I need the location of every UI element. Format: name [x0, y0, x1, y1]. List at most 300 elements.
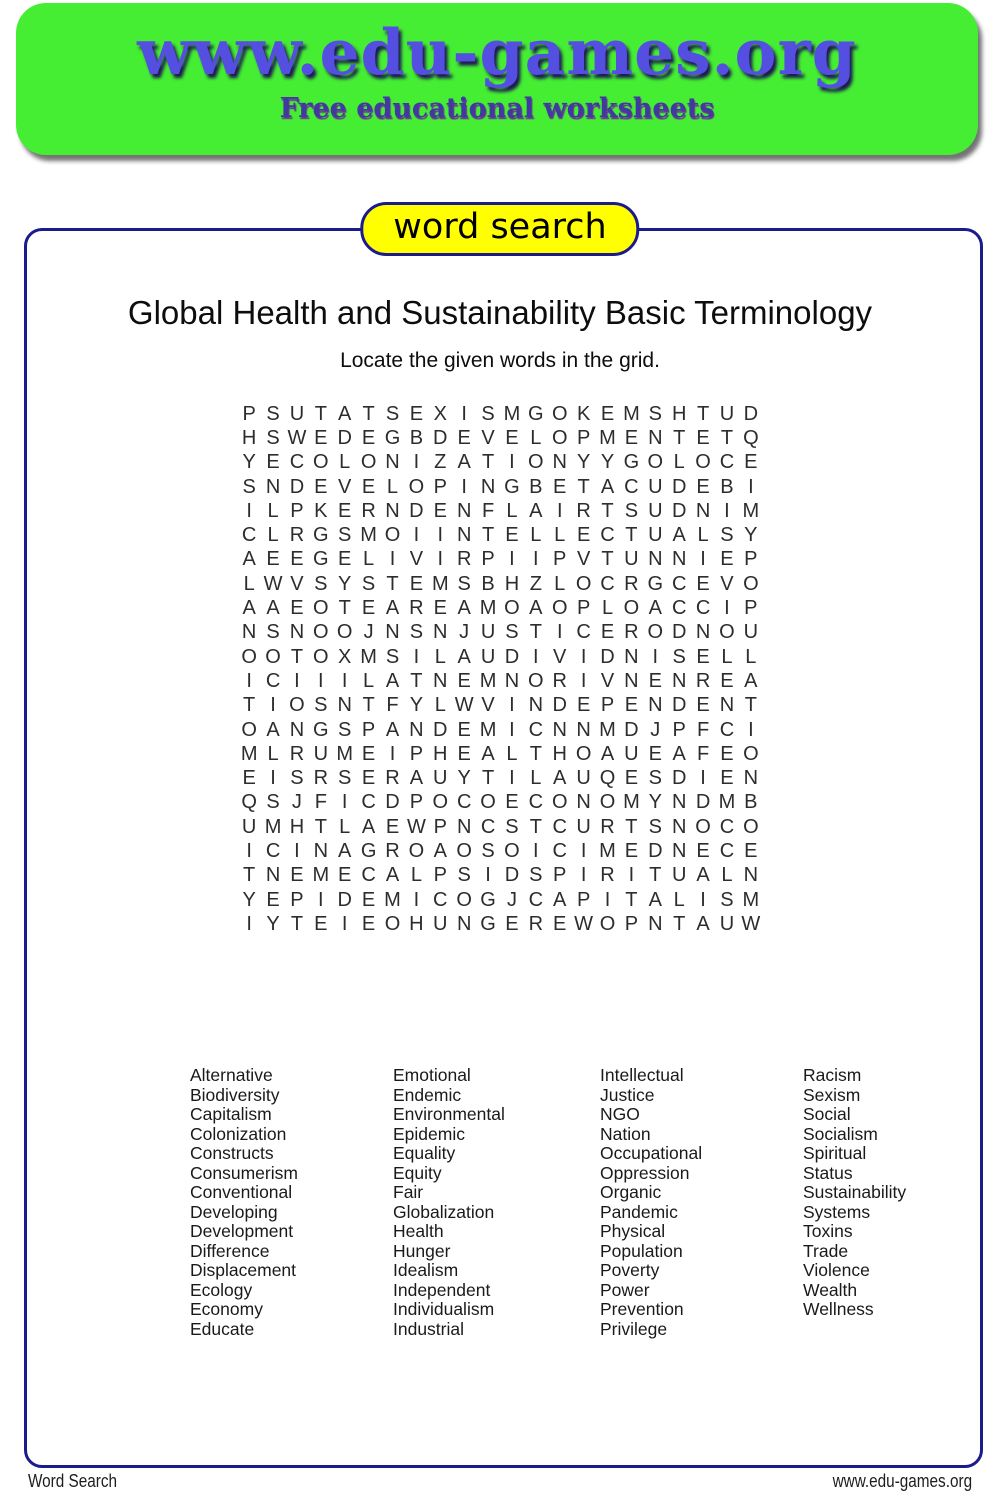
grid-letter: E: [433, 499, 447, 522]
grid-letter: D: [504, 645, 520, 668]
grid-letter: W: [574, 912, 594, 935]
grid-letter: B: [409, 426, 424, 449]
grid-letter: R: [385, 839, 400, 862]
grid-letter: O: [647, 621, 664, 644]
grid-letter: U: [576, 767, 591, 790]
grid-letter: I: [580, 864, 587, 887]
word-item: Wellness: [803, 1299, 874, 1319]
grid-letter: E: [409, 402, 424, 425]
grid-letter: T: [338, 597, 351, 620]
grid-letter: M: [264, 815, 282, 838]
grid-letter: O: [504, 597, 520, 620]
grid-letter: N: [624, 645, 639, 668]
grid-letter: A: [385, 597, 400, 620]
grid-letter: S: [409, 621, 424, 644]
grid-letter: L: [530, 767, 542, 790]
grid-letter: V: [481, 426, 495, 449]
grid-letter: T: [625, 888, 638, 911]
grid-letter: R: [313, 767, 329, 790]
grid-letter: B: [720, 475, 734, 498]
grid-letter: B: [744, 791, 758, 814]
grid-letter: O: [719, 621, 735, 644]
word-item: Toxins: [803, 1221, 853, 1241]
grid-letter: I: [461, 402, 467, 425]
grid-letter: S: [720, 888, 734, 911]
grid-letter: Q: [599, 767, 616, 790]
grid-letter: C: [624, 475, 639, 498]
grid-letter: P: [576, 426, 591, 449]
grid-letter: Z: [529, 572, 542, 595]
grid-letter: C: [600, 524, 615, 547]
grid-letter: A: [529, 499, 543, 522]
grid-letter: I: [389, 742, 396, 765]
grid-letter: N: [433, 669, 448, 692]
grid-letter: T: [529, 815, 542, 838]
grid-letter: E: [505, 791, 519, 814]
grid-letter: U: [241, 815, 257, 838]
grid-letter: T: [386, 572, 399, 595]
grid-letter: Y: [266, 912, 280, 935]
grid-letter: U: [648, 475, 663, 498]
grid-letter: T: [314, 815, 327, 838]
grid-letter: N: [289, 621, 305, 644]
grid-letter: D: [289, 475, 305, 498]
grid-letter: S: [457, 572, 471, 595]
grid-letter: L: [267, 524, 279, 547]
grid-letter: U: [648, 524, 663, 547]
grid-letter: L: [386, 475, 399, 498]
grid-letter: E: [338, 499, 352, 522]
grid-letter: M: [479, 669, 497, 692]
grid-letter: O: [360, 451, 377, 474]
word-item: Trade: [803, 1240, 849, 1261]
grid-letter: O: [313, 621, 329, 644]
grid-letter: O: [336, 621, 353, 644]
grid-letter: D: [671, 621, 687, 644]
word-item: Physical: [600, 1221, 666, 1241]
grid-letter: H: [504, 572, 520, 595]
grid-letter: I: [270, 694, 276, 717]
grid-letter: M: [336, 742, 354, 765]
word-item: Individualism: [393, 1299, 495, 1319]
worksheet-type-badge: word search: [360, 202, 639, 256]
grid-letter: P: [290, 499, 304, 522]
grid-letter: S: [266, 621, 280, 644]
grid-letter: P: [576, 597, 591, 620]
grid-letter: D: [433, 426, 448, 449]
grid-letter: T: [649, 864, 662, 887]
grid-letter: E: [433, 597, 447, 620]
grid-letter: I: [318, 888, 324, 911]
grid-letter: C: [671, 572, 687, 595]
grid-letter: P: [553, 864, 567, 887]
grid-letter: O: [313, 645, 329, 668]
grid-letter: N: [648, 694, 663, 717]
grid-letter: L: [267, 742, 279, 765]
grid-letter: E: [576, 694, 591, 717]
grid-letter: M: [360, 645, 377, 668]
word-item: Pandemic: [600, 1201, 678, 1222]
grid-letter: G: [384, 426, 401, 449]
grid-letter: N: [265, 864, 281, 887]
grid-letter: S: [648, 815, 662, 838]
grid-letter: I: [700, 767, 706, 790]
word-item: Justice: [600, 1084, 655, 1105]
grid-letter: N: [265, 475, 281, 498]
grid-letter: I: [389, 548, 396, 571]
grid-letter: O: [575, 742, 592, 765]
grid-letter: I: [437, 524, 444, 547]
word-item: Consumerism: [190, 1162, 298, 1183]
grid-letter: I: [270, 767, 276, 790]
grid-letter: E: [290, 864, 304, 887]
grid-letter: R: [528, 912, 544, 935]
grid-letter: I: [628, 864, 635, 887]
grid-letter: Y: [600, 451, 615, 474]
grid-letter: U: [433, 912, 448, 935]
grid-letter: D: [385, 791, 400, 814]
grid-letter: F: [314, 791, 327, 814]
grid-letter: M: [599, 426, 616, 449]
footer-worksheet-type: Word Search: [28, 1471, 118, 1491]
grid-letter: R: [409, 597, 424, 620]
word-item: Capitalism: [190, 1104, 272, 1124]
grid-letter: A: [481, 742, 495, 765]
grid-letter: O: [599, 912, 616, 935]
grid-letter: M: [240, 742, 258, 765]
grid-letter: E: [505, 426, 519, 449]
grid-letter: V: [409, 548, 424, 571]
grid-letter: I: [509, 767, 515, 790]
grid-letter: H: [241, 426, 257, 449]
grid-letter: S: [481, 402, 495, 425]
grid-letter: I: [724, 597, 730, 620]
word-item: Sustainability: [803, 1182, 907, 1202]
grid-letter: Y: [457, 767, 471, 790]
grid-letter: T: [290, 912, 304, 935]
grid-letter: I: [318, 669, 324, 692]
grid-letter: T: [720, 426, 734, 449]
grid-letter: N: [337, 694, 352, 717]
grid-letter: E: [600, 402, 615, 425]
grid-letter: M: [503, 402, 521, 425]
grid-letter: M: [431, 572, 449, 595]
grid-letter: C: [361, 864, 376, 887]
grid-letter: M: [623, 791, 640, 814]
word-item: Developing: [190, 1201, 278, 1222]
grid-letter: L: [410, 864, 422, 887]
word-item: Difference: [190, 1240, 270, 1261]
grid-letter: I: [246, 499, 252, 522]
grid-letter: L: [339, 815, 351, 838]
grid-letter: U: [671, 864, 687, 887]
grid-letter: D: [671, 499, 687, 522]
word-item: Alternative: [190, 1065, 273, 1085]
grid-letter: H: [671, 402, 687, 425]
grid-letter: S: [624, 499, 639, 522]
word-item: Displacement: [190, 1260, 297, 1280]
grid-letter: V: [553, 645, 567, 668]
grid-letter: I: [294, 839, 300, 862]
grid-letter: N: [552, 451, 567, 474]
grid-letter: C: [600, 572, 615, 595]
grid-letter: R: [552, 669, 567, 692]
grid-letter: D: [624, 718, 639, 741]
grid-letter: C: [552, 839, 567, 862]
grid-letter: D: [337, 426, 352, 449]
grid-letter: J: [650, 718, 661, 741]
grid-letter: E: [624, 767, 639, 790]
grid-letter: A: [672, 524, 686, 547]
grid-letter: J: [291, 791, 302, 814]
grid-letter: S: [505, 621, 519, 644]
grid-letter: A: [648, 597, 662, 620]
grid-letter: E: [314, 426, 328, 449]
grid-letter: U: [480, 645, 496, 668]
grid-letter: E: [314, 912, 328, 935]
grid-letter: L: [697, 524, 709, 547]
grid-letter: G: [528, 402, 544, 425]
grid-letter: I: [556, 621, 563, 644]
grid-letter: U: [743, 621, 759, 644]
grid-letter: E: [624, 694, 639, 717]
grid-letter: S: [266, 426, 280, 449]
grid-letter: E: [696, 694, 710, 717]
word-list-column-4: [803, 1066, 906, 1320]
grid-letter: N: [648, 426, 663, 449]
grid-letter: O: [432, 791, 449, 814]
grid-letter: L: [363, 669, 375, 692]
grid-letter: M: [479, 597, 497, 620]
grid-letter: S: [385, 645, 400, 668]
grid-letter: I: [341, 791, 348, 814]
grid-letter: Y: [576, 451, 591, 474]
grid-letter: N: [433, 621, 448, 644]
grid-letter: L: [363, 548, 375, 571]
grid-letter: E: [624, 426, 639, 449]
grid-letter: E: [720, 767, 734, 790]
word-item: Globalization: [393, 1201, 495, 1222]
grid-letter: G: [313, 548, 329, 571]
grid-letter: P: [481, 548, 495, 571]
grid-letter: E: [457, 669, 471, 692]
word-item: Oppression: [600, 1162, 690, 1183]
grid-letter: S: [672, 645, 686, 668]
grid-letter: E: [553, 912, 567, 935]
word-item: Development: [190, 1221, 294, 1241]
grid-letter: O: [743, 815, 759, 838]
grid-letter: A: [266, 718, 280, 741]
grid-letter: U: [624, 742, 639, 765]
grid-letter: A: [385, 864, 400, 887]
grid-letter: I: [509, 718, 515, 741]
grid-letter: R: [576, 499, 591, 522]
grid-letter: R: [456, 548, 472, 571]
word-item: Sexism: [803, 1084, 861, 1105]
grid-letter: E: [648, 742, 662, 765]
word-item: Biodiversity: [190, 1084, 280, 1105]
grid-letter: U: [289, 402, 305, 425]
grid-letter: O: [551, 597, 568, 620]
grid-letter: T: [529, 621, 542, 644]
grid-letter: I: [580, 645, 587, 668]
grid-letter: A: [648, 888, 662, 911]
grid-letter: A: [242, 597, 256, 620]
grid-letter: C: [456, 791, 472, 814]
grid-letter: N: [241, 621, 257, 644]
grid-letter: W: [287, 426, 307, 449]
grid-letter: X: [433, 402, 447, 425]
grid-letter: E: [505, 912, 519, 935]
grid-letter: P: [433, 815, 447, 838]
grid-letter: D: [409, 499, 424, 522]
grid-letter: T: [481, 767, 495, 790]
grid-letter: O: [456, 839, 472, 862]
grid-letter: M: [384, 888, 401, 911]
grid-letter: L: [339, 451, 351, 474]
grid-letter: G: [623, 451, 640, 474]
grid-letter: E: [361, 597, 376, 620]
grid-letter: O: [504, 839, 520, 862]
grid-letter: E: [290, 597, 304, 620]
grid-letter: E: [696, 839, 710, 862]
grid-letter: G: [480, 888, 496, 911]
grid-letter: H: [409, 912, 424, 935]
grid-letter: N: [289, 718, 305, 741]
grid-letter: E: [457, 742, 471, 765]
grid-letter: E: [290, 548, 304, 571]
grid-letter: N: [313, 839, 329, 862]
grid-letter: A: [672, 742, 686, 765]
grid-letter: I: [341, 669, 348, 692]
grid-letter: D: [600, 645, 615, 668]
grid-letter: L: [745, 645, 757, 668]
grid-letter: J: [363, 621, 374, 644]
grid-letter: I: [533, 645, 539, 668]
grid-letter: N: [480, 475, 496, 498]
grid-letter: E: [720, 669, 734, 692]
grid-letter: S: [648, 767, 662, 790]
grid-letter: D: [671, 767, 687, 790]
grid-letter: C: [265, 669, 281, 692]
grid-letter: P: [744, 548, 758, 571]
grid-letter: I: [652, 645, 659, 668]
grid-letter: V: [720, 572, 734, 595]
word-item: Wealth: [803, 1279, 858, 1300]
grid-letter: L: [434, 645, 446, 668]
grid-letter: E: [385, 815, 400, 838]
grid-letter: O: [551, 426, 568, 449]
grid-letter: E: [696, 645, 710, 668]
grid-letter: S: [314, 572, 328, 595]
footer-site-url: www.edu-games.org: [832, 1471, 972, 1491]
grid-letter: E: [457, 426, 471, 449]
grid-letter: M: [312, 864, 330, 887]
grid-letter: W: [406, 815, 426, 838]
grid-letter: G: [504, 475, 520, 498]
grid-letter: L: [554, 572, 566, 595]
grid-letter: I: [485, 864, 491, 887]
grid-letter: I: [509, 694, 515, 717]
grid-letter: H: [289, 815, 305, 838]
site-header-banner: [16, 3, 978, 155]
grid-letter: N: [719, 694, 735, 717]
word-item: Ecology: [190, 1279, 253, 1300]
grid-letter: N: [671, 791, 687, 814]
grid-letter: Q: [743, 426, 759, 449]
word-item: Nation: [600, 1123, 651, 1144]
grid-letter: R: [361, 499, 376, 522]
grid-letter: E: [648, 669, 662, 692]
grid-letter: D: [671, 475, 687, 498]
grid-letter: O: [265, 645, 281, 668]
grid-letter: O: [743, 742, 759, 765]
grid-letter: I: [246, 839, 252, 862]
grid-letter: N: [552, 718, 567, 741]
grid-letter: N: [743, 767, 759, 790]
grid-letter: C: [576, 621, 591, 644]
grid-letter: M: [599, 718, 616, 741]
grid-letter: S: [242, 475, 256, 498]
grid-letter: T: [314, 402, 327, 425]
grid-letter: E: [361, 888, 376, 911]
grid-letter: A: [696, 864, 710, 887]
grid-letter: A: [744, 669, 758, 692]
grid-letter: M: [718, 791, 736, 814]
grid-letter: N: [671, 548, 687, 571]
grid-letter: E: [409, 572, 424, 595]
grid-letter: E: [361, 426, 376, 449]
grid-letter: N: [385, 499, 400, 522]
grid-letter: L: [267, 499, 279, 522]
grid-letter: D: [695, 791, 711, 814]
grid-letter: P: [600, 694, 615, 717]
grid-letter: E: [361, 912, 376, 935]
word-item: Idealism: [393, 1260, 459, 1280]
grid-letter: E: [696, 572, 710, 595]
grid-letter: L: [243, 572, 255, 595]
word-item: Environmental: [393, 1104, 505, 1124]
grid-letter: C: [433, 888, 448, 911]
grid-letter: W: [263, 572, 283, 595]
grid-letter: T: [362, 402, 375, 425]
grid-letter: H: [433, 742, 448, 765]
grid-letter: D: [671, 694, 687, 717]
grid-letter: L: [673, 888, 685, 911]
word-item: Systems: [803, 1201, 871, 1222]
grid-letter: B: [529, 475, 543, 498]
word-item: Colonization: [190, 1123, 287, 1144]
grid-letter: N: [743, 864, 759, 887]
grid-letter: V: [576, 548, 591, 571]
grid-letter: S: [648, 402, 662, 425]
grid-letter: S: [290, 767, 304, 790]
grid-letter: M: [623, 402, 640, 425]
grid-letter: I: [413, 888, 420, 911]
grid-letter: T: [696, 402, 710, 425]
word-item: Power: [600, 1279, 650, 1300]
grid-letter: L: [721, 864, 733, 887]
grid-letter: T: [577, 475, 590, 498]
grid-letter: T: [410, 669, 423, 692]
grid-letter: S: [529, 864, 543, 887]
grid-letter: L: [673, 451, 685, 474]
grid-letter: I: [246, 669, 252, 692]
grid-letter: V: [600, 669, 615, 692]
grid-letter: D: [648, 839, 663, 862]
grid-letter: X: [338, 645, 352, 668]
grid-letter: O: [408, 839, 425, 862]
